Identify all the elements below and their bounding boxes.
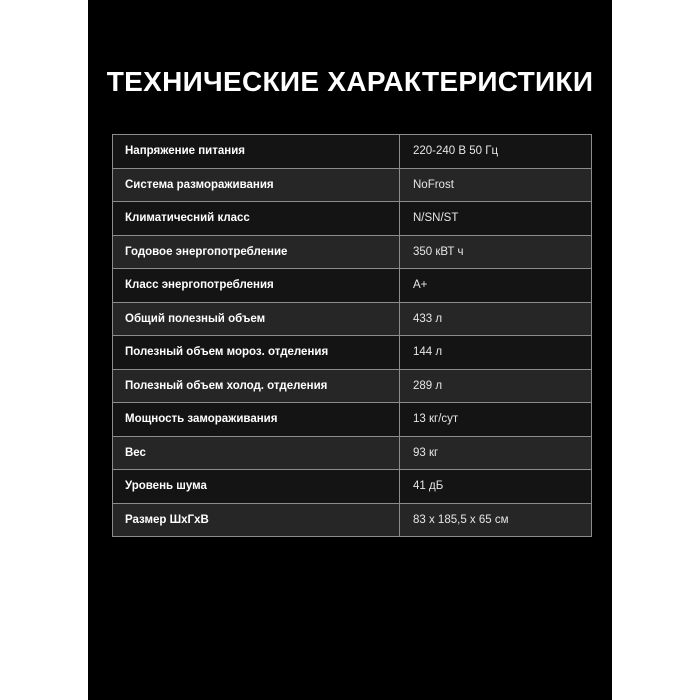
spec-value: 13 кг/сут xyxy=(400,403,592,437)
spec-value: 144 л xyxy=(400,336,592,370)
page-title: ТЕХНИЧЕСКИЕ ХАРАКТЕРИСТИКИ xyxy=(106,66,594,97)
table-row xyxy=(113,302,592,336)
spec-label: Вес xyxy=(113,436,400,470)
spec-label: Годовое энергопотребление xyxy=(113,235,400,269)
spec-value: 289 л xyxy=(400,369,592,403)
spec-value: 220-240 В 50 Гц xyxy=(400,135,592,169)
table-row xyxy=(113,336,592,370)
spec-sheet-page xyxy=(88,0,612,700)
spec-value: 350 кВТ ч xyxy=(400,235,592,269)
spec-label: Уровень шума xyxy=(113,470,400,504)
spec-label: Климатичесний класс xyxy=(113,202,400,236)
table-row xyxy=(113,436,592,470)
spec-label: Мощность замораживания xyxy=(113,403,400,437)
table-row xyxy=(113,369,592,403)
table-row xyxy=(113,168,592,202)
spec-label: Класс энергопотребления xyxy=(113,269,400,303)
spec-value: 83 х 185,5 х 65 см xyxy=(400,503,592,537)
spec-label: Размер ШхГхВ xyxy=(113,503,400,537)
spec-label: Напряжение питания xyxy=(113,135,400,169)
spec-value: A+ xyxy=(400,269,592,303)
spec-value: 93 кг xyxy=(400,436,592,470)
spec-label: Полезный объем холод. отделения xyxy=(113,369,400,403)
spec-value: 433 л xyxy=(400,302,592,336)
spec-label: Общий полезный объем xyxy=(113,302,400,336)
table-row xyxy=(113,503,592,537)
table-row xyxy=(113,269,592,303)
table-row xyxy=(113,202,592,236)
spec-value: N/SN/ST xyxy=(400,202,592,236)
spec-value: NoFrost xyxy=(400,168,592,202)
table-row xyxy=(113,135,592,169)
spec-label: Полезный объем мороз. отделения xyxy=(113,336,400,370)
table-row xyxy=(113,235,592,269)
table-row xyxy=(113,403,592,437)
table-row xyxy=(113,470,592,504)
specs-table xyxy=(112,134,592,537)
spec-label: Система размораживания xyxy=(113,168,400,202)
spec-value: 41 дБ xyxy=(400,470,592,504)
